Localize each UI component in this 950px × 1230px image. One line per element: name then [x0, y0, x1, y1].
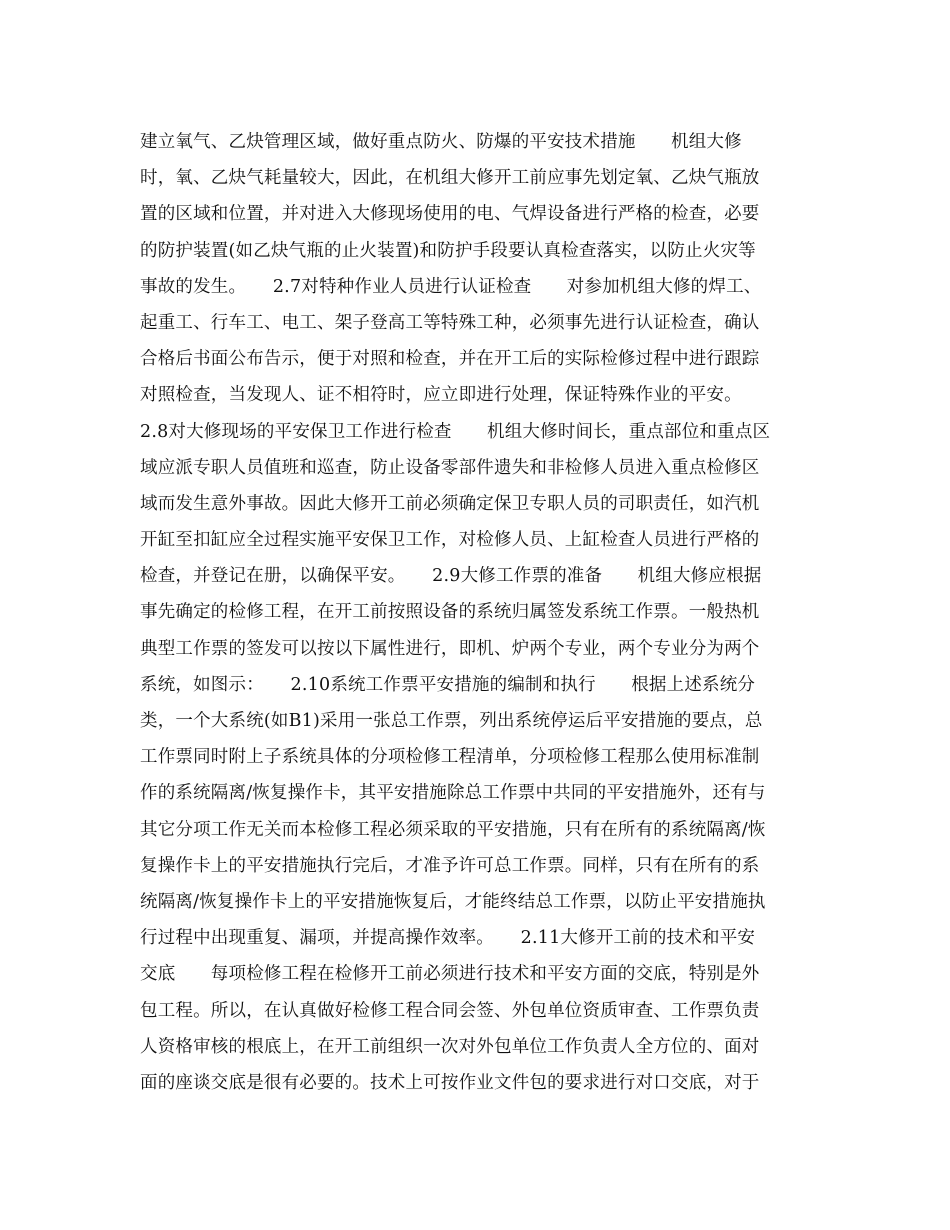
text-line: 工作票同时附上子系统具体的分项检修工程清单，分项检修工程那么使用标准制 [140, 747, 760, 768]
text-line: 对照检查，当发现人、证不相符时，应立即进行处理，保证特殊作业的平安。 [140, 385, 742, 406]
text-line: 交底 每项检修工程在检修开工前必须进行技术和平安方面的交底，特别是外 [140, 964, 760, 985]
text-line: 类，一个大系统(如B1)采用一张总工作票，列出系统停运后平安措施的要点，总 [140, 711, 763, 731]
text-line: 人资格审核的根底上，在开工前组织一次对外包单位工作负责人全方位的、面对 [140, 1036, 760, 1057]
text-line: 开缸至扣缸应全过程实施平安保卫工作，对检修人员、上缸检查人员进行严格的 [140, 530, 760, 551]
text-line: 起重工、行车工、电工、架子登高工等特殊工种，必须事先进行认证检查，确认 [140, 312, 760, 333]
text-line: 其它分项工作无关而本检修工程必须采取的平安措施，只有在所有的系统隔离/恢 [140, 819, 766, 840]
text-line: 域而发生意外事故。因此大修开工前必须确定保卫专职人员的司职责任，如汽机 [140, 493, 760, 514]
text-line: 事故的发生。 2.7对特种作业人员进行认证检查 对参加机组大修的焊工、 [140, 276, 762, 297]
text-line: 置的区域和位置，并对进入大修现场使用的电、气焊设备进行严格的检查，必要 [140, 204, 760, 225]
text-line: 系统，如图示： 2.10系统工作票平安措施的编制和执行 根据上述系统分 [140, 674, 756, 695]
text-line: 合格后书面公布告示，便于对照和检查，并在开工后的实际检修过程中进行跟踪 [140, 349, 760, 370]
text-line: 事先确定的检修工程，在开工前按照设备的系统归属签发系统工作票。一般热机 [140, 602, 760, 623]
text-line: 行过程中出现重复、漏项，并提高操作效率。 2.11大修开工前的技术和平安 [140, 928, 756, 949]
text-line: 包工程。所以，在认真做好检修工程合同会签、外包单位资质审查、工作票负责 [140, 1000, 760, 1021]
text-line: 面的座谈交底是很有必要的。技术上可按作业文件包的要求进行对口交底，对于 [140, 1072, 760, 1093]
text-line: 统隔离/恢复操作卡上的平安措施恢复后，才能终结总工作票，以防止平安措施执 [140, 891, 766, 912]
text-line: 时，氧、乙炔气耗量较大，因此，在机组大修开工前应事先划定氧、乙炔气瓶放 [140, 168, 760, 189]
text-line: 域应派专职人员值班和巡查，防止设备零部件遗失和非检修人员进入重点检修区 [140, 457, 760, 478]
text-line: 建立氧气、乙炔管理区域，做好重点防火、防爆的平安技术措施 机组大修 [140, 132, 742, 152]
text-line: 的防护装置(如乙炔气瓶的止火装置)和防护手段要认真检查落实，以防止火灾等 [140, 240, 756, 261]
text-line: 2.8对大修现场的平安保卫工作进行检查 机组大修时间长，重点部位和重点区 [140, 421, 771, 442]
text-line: 作的系统隔离/恢复操作卡，其平安措施除总工作票中共同的平安措施外，还有与 [140, 783, 766, 804]
text-line: 检查，并登记在册，以确保平安。 2.9大修工作票的准备 机组大修应根据 [140, 566, 762, 587]
text-line: 复操作卡上的平安措施执行完后，才准予许可总工作票。同样，只有在所有的系 [140, 855, 760, 876]
body-text [140, 124, 820, 1101]
text-line: 典型工作票的签发可以按以下属性进行，即机、炉两个专业，两个专业分为两个 [140, 638, 760, 659]
